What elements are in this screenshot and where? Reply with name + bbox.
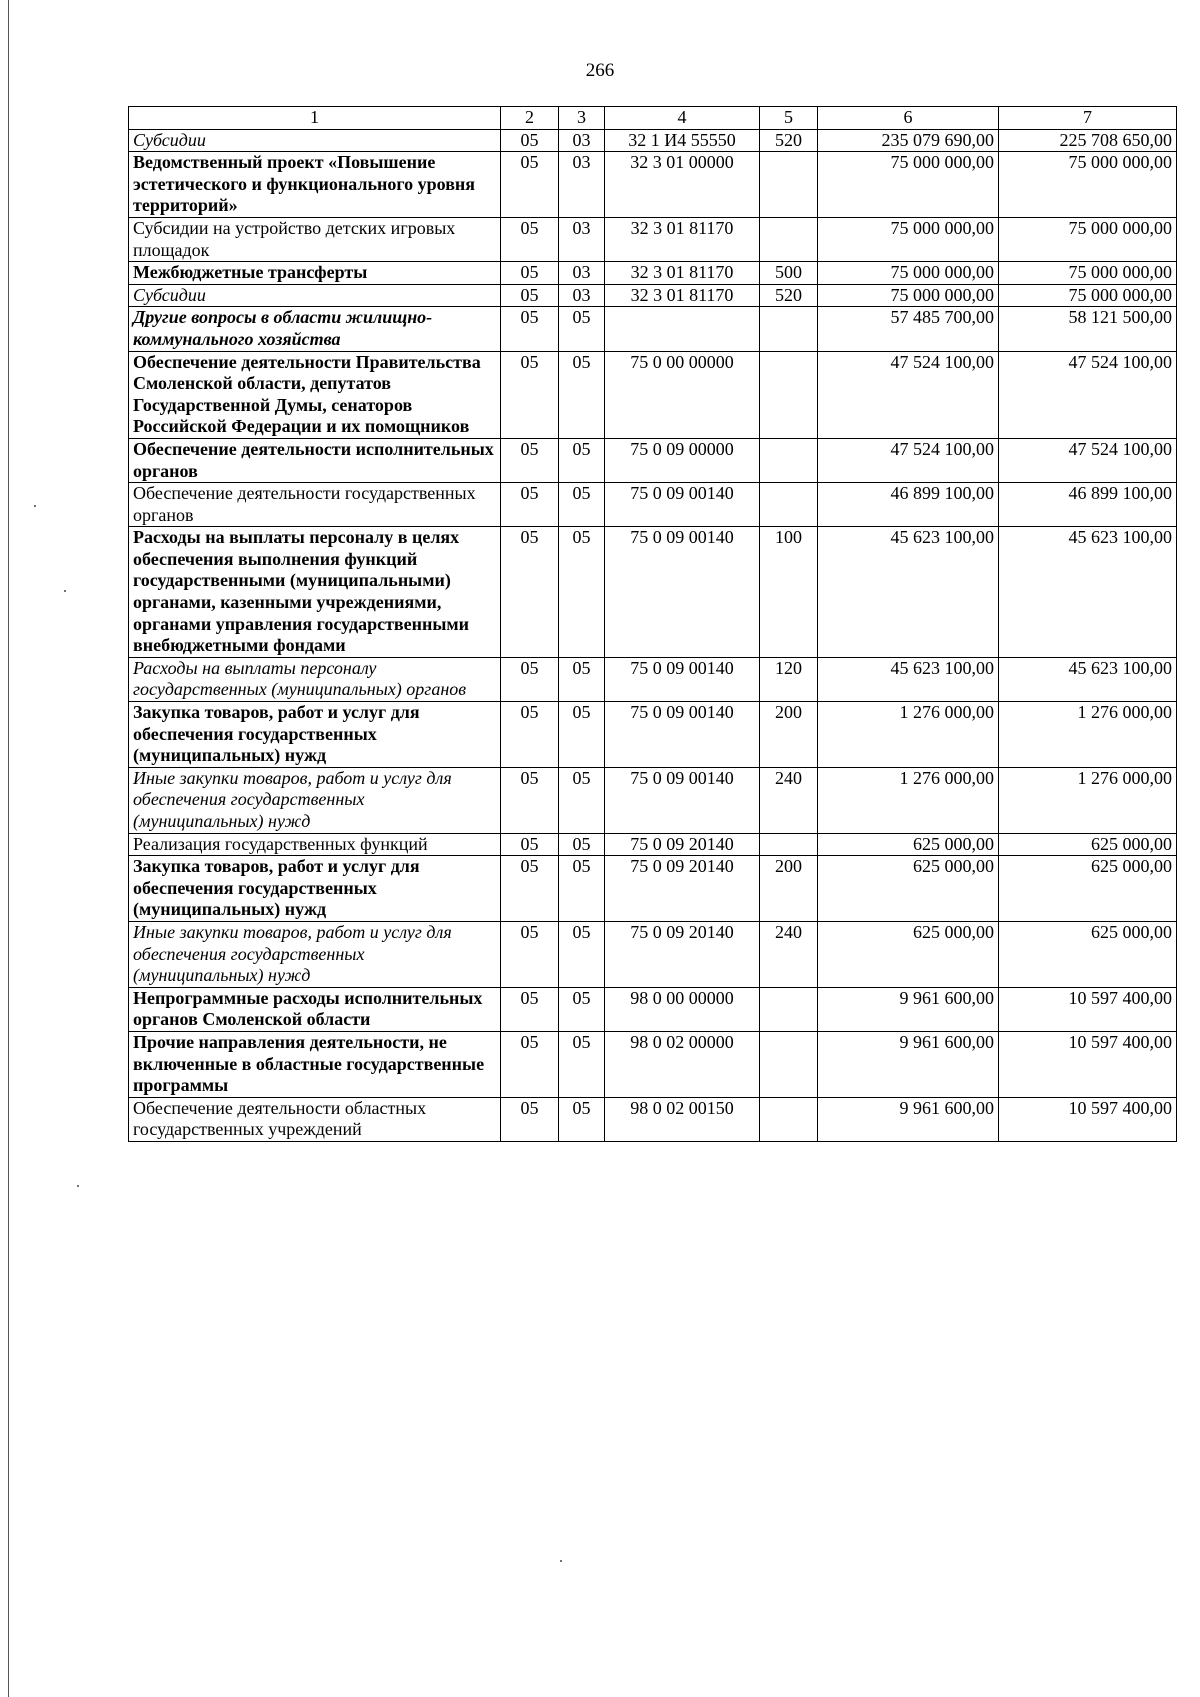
row-expense-type: 240	[760, 921, 818, 987]
row-amount-year2: 58 121 500,00	[999, 307, 1177, 351]
scan-speck	[77, 1185, 79, 1187]
row-amount-year1: 45 623 100,00	[818, 657, 999, 701]
row-target-article: 75 0 09 20140	[605, 856, 760, 922]
row-section: 05	[501, 833, 559, 856]
row-amount-year1: 625 000,00	[818, 833, 999, 856]
row-amount-year2: 75 000 000,00	[999, 217, 1177, 261]
row-section: 05	[501, 1097, 559, 1141]
row-name: Расходы на выплаты персоналу государственных (муниципальных) органов	[129, 657, 501, 701]
row-section: 05	[501, 702, 559, 768]
table-body	[129, 107, 1177, 1142]
header-col-3: 3	[559, 107, 605, 130]
header-col-4: 4	[605, 107, 760, 130]
row-amount-year1: 46 899 100,00	[818, 483, 999, 527]
row-amount-year2: 1 276 000,00	[999, 767, 1177, 833]
page-number: 266	[585, 60, 615, 81]
row-name: Другие вопросы в области жилищно-коммунального хозяйства	[129, 307, 501, 351]
table-row	[129, 217, 1177, 261]
row-subsection: 05	[559, 767, 605, 833]
row-target-article: 32 3 01 00000	[605, 152, 760, 218]
row-target-article: 75 0 09 00140	[605, 767, 760, 833]
row-amount-year1: 235 079 690,00	[818, 129, 999, 152]
header-col-2: 2	[501, 107, 559, 130]
row-expense-type: 520	[760, 129, 818, 152]
row-target-article: 75 0 09 20140	[605, 921, 760, 987]
row-expense-type: 200	[760, 856, 818, 922]
row-target-article: 32 3 01 81170	[605, 217, 760, 261]
row-subsection: 05	[559, 833, 605, 856]
table-row	[129, 856, 1177, 922]
row-target-article: 32 1 И4 55550	[605, 129, 760, 152]
row-subsection: 03	[559, 262, 605, 285]
row-amount-year2: 1 276 000,00	[999, 702, 1177, 768]
row-target-article: 75 0 09 00140	[605, 657, 760, 701]
scan-speck	[34, 505, 36, 507]
row-subsection: 03	[559, 129, 605, 152]
row-amount-year1: 75 000 000,00	[818, 262, 999, 285]
row-subsection: 05	[559, 1031, 605, 1097]
row-amount-year1: 625 000,00	[818, 921, 999, 987]
row-amount-year1: 1 276 000,00	[818, 767, 999, 833]
row-expense-type	[760, 987, 818, 1031]
row-target-article	[605, 307, 760, 351]
row-expense-type	[760, 351, 818, 438]
row-name: Субсидии на устройство детских игровых площадок	[129, 217, 501, 261]
header-col-7: 7	[999, 107, 1177, 130]
row-section: 05	[501, 856, 559, 922]
row-target-article: 32 3 01 81170	[605, 262, 760, 285]
table-row	[129, 987, 1177, 1031]
row-section: 05	[501, 987, 559, 1031]
row-name: Иные закупки товаров, работ и услуг для обеспечения государственных (муниципальных) нужд	[129, 767, 501, 833]
row-expense-type	[760, 1031, 818, 1097]
row-expense-type	[760, 483, 818, 527]
row-subsection: 05	[559, 438, 605, 482]
table-row	[129, 527, 1177, 658]
row-name: Обеспечение деятельности областных государственных учреждений	[129, 1097, 501, 1141]
table-row	[129, 483, 1177, 527]
header-col-6: 6	[818, 107, 999, 130]
header-col-1: 1	[129, 107, 501, 130]
row-name: Закупка товаров, работ и услуг для обеспечения государственных (муниципальных) нужд	[129, 702, 501, 768]
row-target-article: 75 0 09 00140	[605, 527, 760, 658]
row-amount-year1: 625 000,00	[818, 856, 999, 922]
row-amount-year2: 225 708 650,00	[999, 129, 1177, 152]
row-amount-year1: 75 000 000,00	[818, 284, 999, 307]
row-subsection: 03	[559, 152, 605, 218]
row-amount-year2: 47 524 100,00	[999, 351, 1177, 438]
page-edge-line	[8, 0, 9, 1697]
row-amount-year1: 45 623 100,00	[818, 527, 999, 658]
row-subsection: 05	[559, 483, 605, 527]
row-subsection: 03	[559, 284, 605, 307]
row-amount-year2: 10 597 400,00	[999, 1031, 1177, 1097]
row-amount-year1: 47 524 100,00	[818, 438, 999, 482]
row-subsection: 05	[559, 1097, 605, 1141]
row-amount-year2: 10 597 400,00	[999, 1097, 1177, 1141]
row-subsection: 03	[559, 217, 605, 261]
row-subsection: 05	[559, 702, 605, 768]
row-expense-type	[760, 152, 818, 218]
row-amount-year1: 47 524 100,00	[818, 351, 999, 438]
row-name: Реализация государственных функций	[129, 833, 501, 856]
row-amount-year1: 9 961 600,00	[818, 1097, 999, 1141]
row-name: Иные закупки товаров, работ и услуг для обеспечения государственных (муниципальных) нужд	[129, 921, 501, 987]
table-row	[129, 1031, 1177, 1097]
row-expense-type: 500	[760, 262, 818, 285]
row-section: 05	[501, 483, 559, 527]
row-name: Расходы на выплаты персоналу в целях обеспечения выполнения функций государственными (муниципальными) органами, казенными учреждениями, органами управления государственными внебюджетными фондами	[129, 527, 501, 658]
row-amount-year1: 9 961 600,00	[818, 987, 999, 1031]
row-section: 05	[501, 152, 559, 218]
row-expense-type	[760, 1097, 818, 1141]
row-name: Субсидии	[129, 129, 501, 152]
row-subsection: 05	[559, 307, 605, 351]
row-target-article: 98 0 02 00150	[605, 1097, 760, 1141]
header-col-5: 5	[760, 107, 818, 130]
row-section: 05	[501, 438, 559, 482]
row-amount-year1: 57 485 700,00	[818, 307, 999, 351]
row-subsection: 05	[559, 921, 605, 987]
row-section: 05	[501, 217, 559, 261]
row-name: Прочие направления деятельности, не включенные в областные государственные программы	[129, 1031, 501, 1097]
table-row	[129, 702, 1177, 768]
budget-table	[128, 106, 1177, 1142]
row-section: 05	[501, 307, 559, 351]
row-expense-type	[760, 307, 818, 351]
row-amount-year2: 625 000,00	[999, 921, 1177, 987]
row-target-article: 75 0 00 00000	[605, 351, 760, 438]
row-name: Обеспечение деятельности государственных органов	[129, 483, 501, 527]
row-target-article: 98 0 02 00000	[605, 1031, 760, 1097]
row-amount-year1: 75 000 000,00	[818, 152, 999, 218]
row-target-article: 98 0 00 00000	[605, 987, 760, 1031]
table-row	[129, 284, 1177, 307]
row-amount-year1: 75 000 000,00	[818, 217, 999, 261]
row-target-article: 75 0 09 00140	[605, 702, 760, 768]
row-name: Закупка товаров, работ и услуг для обеспечения государственных (муниципальных) нужд	[129, 856, 501, 922]
row-amount-year2: 46 899 100,00	[999, 483, 1177, 527]
table-row	[129, 262, 1177, 285]
table-row	[129, 921, 1177, 987]
table-row	[129, 152, 1177, 218]
table-row	[129, 307, 1177, 351]
row-amount-year2: 45 623 100,00	[999, 657, 1177, 701]
row-amount-year2: 47 524 100,00	[999, 438, 1177, 482]
row-name: Обеспечение деятельности исполнительных органов	[129, 438, 501, 482]
table-row	[129, 351, 1177, 438]
row-subsection: 05	[559, 527, 605, 658]
row-target-article: 32 3 01 81170	[605, 284, 760, 307]
row-expense-type: 520	[760, 284, 818, 307]
row-amount-year1: 1 276 000,00	[818, 702, 999, 768]
row-expense-type: 200	[760, 702, 818, 768]
table-row	[129, 657, 1177, 701]
scan-speck	[64, 590, 66, 592]
row-subsection: 05	[559, 987, 605, 1031]
row-expense-type: 100	[760, 527, 818, 658]
row-subsection: 05	[559, 351, 605, 438]
row-section: 05	[501, 351, 559, 438]
table-row	[129, 438, 1177, 482]
row-amount-year2: 75 000 000,00	[999, 262, 1177, 285]
row-amount-year2: 625 000,00	[999, 833, 1177, 856]
row-section: 05	[501, 767, 559, 833]
table-row	[129, 1097, 1177, 1141]
row-section: 05	[501, 129, 559, 152]
row-expense-type: 240	[760, 767, 818, 833]
row-name: Субсидии	[129, 284, 501, 307]
row-amount-year2: 10 597 400,00	[999, 987, 1177, 1031]
row-expense-type	[760, 438, 818, 482]
row-name: Непрограммные расходы исполнительных органов Смоленской области	[129, 987, 501, 1031]
row-amount-year2: 45 623 100,00	[999, 527, 1177, 658]
table-row	[129, 833, 1177, 856]
row-expense-type	[760, 833, 818, 856]
row-amount-year2: 75 000 000,00	[999, 152, 1177, 218]
row-name: Ведомственный проект «Повышение эстетического и функционального уровня территорий»	[129, 152, 501, 218]
table-row	[129, 767, 1177, 833]
table-row	[129, 129, 1177, 152]
row-section: 05	[501, 527, 559, 658]
row-section: 05	[501, 284, 559, 307]
row-amount-year1: 9 961 600,00	[818, 1031, 999, 1097]
row-section: 05	[501, 657, 559, 701]
row-name: Межбюджетные трансферты	[129, 262, 501, 285]
row-expense-type	[760, 217, 818, 261]
row-expense-type: 120	[760, 657, 818, 701]
row-section: 05	[501, 1031, 559, 1097]
row-target-article: 75 0 09 20140	[605, 833, 760, 856]
row-target-article: 75 0 09 00000	[605, 438, 760, 482]
table-header-row	[129, 107, 1177, 130]
row-amount-year2: 75 000 000,00	[999, 284, 1177, 307]
row-target-article: 75 0 09 00140	[605, 483, 760, 527]
row-amount-year2: 625 000,00	[999, 856, 1177, 922]
row-section: 05	[501, 262, 559, 285]
row-subsection: 05	[559, 657, 605, 701]
row-name: Обеспечение деятельности Правительства Смоленской области, депутатов Государственной Думы, сенаторов Российской Федерации и их помощников	[129, 351, 501, 438]
row-subsection: 05	[559, 856, 605, 922]
row-section: 05	[501, 921, 559, 987]
scan-speck	[560, 1560, 562, 1562]
